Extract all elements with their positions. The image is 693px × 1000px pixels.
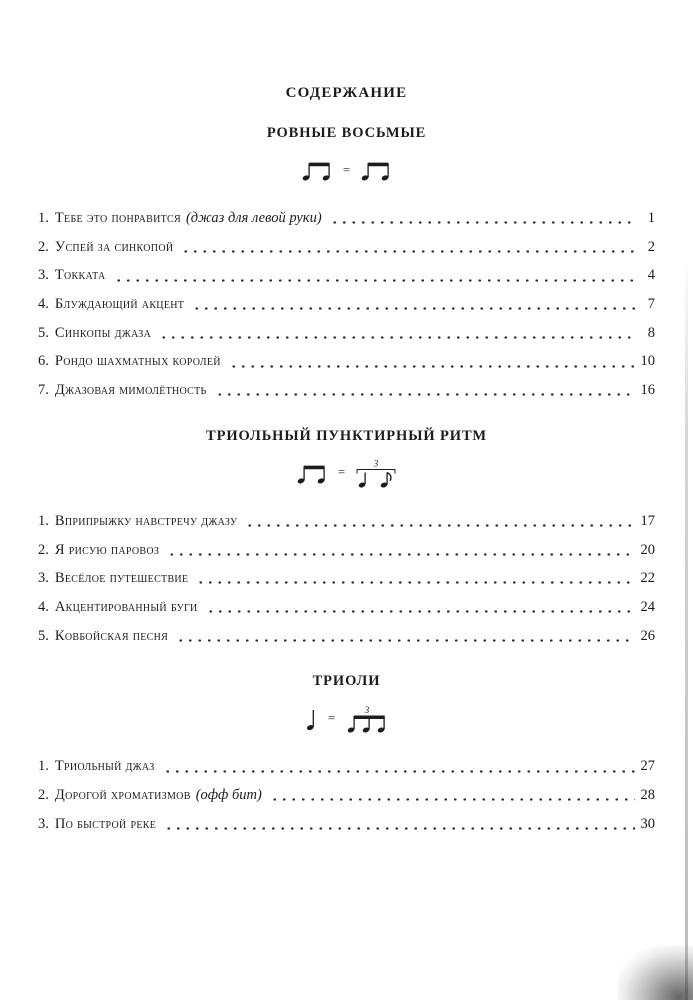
item-number: 3. <box>38 815 49 832</box>
item-title: Весёлое путешествие <box>54 570 189 587</box>
item-title: Я рисую паровоз <box>54 541 160 558</box>
dot-leader <box>162 752 635 781</box>
dot-leader <box>195 564 635 593</box>
page-number: 4 <box>647 267 655 284</box>
item-number: 3. <box>38 570 49 587</box>
item-title: По быстрой реке <box>54 815 157 832</box>
item-title: Ковбойская песня <box>54 627 169 644</box>
item-title: Блуждающий акцент <box>54 296 185 313</box>
item-title: Тебе это понравится <box>54 210 181 226</box>
dot-leader <box>180 233 635 262</box>
item-title: Джазовая мимолётность <box>54 382 207 399</box>
page-number: 2 <box>647 238 655 255</box>
toc-page <box>38 0 655 838</box>
page-number: 27 <box>640 758 655 775</box>
page-number: 8 <box>647 324 655 341</box>
item-title: Акцентированный буги <box>54 598 198 615</box>
toc-list <box>38 507 655 650</box>
item-number: 2. <box>38 238 49 255</box>
dot-leader <box>269 781 635 810</box>
rhythm-notation <box>38 457 655 491</box>
page-number: 24 <box>640 598 655 615</box>
page-number: 30 <box>640 815 655 832</box>
dot-leader <box>228 347 635 376</box>
section-title: ТРИОЛИ <box>312 673 381 690</box>
beamed-eighth-notes-icon <box>296 463 328 485</box>
item-number: 1. <box>38 210 49 226</box>
page-number: 16 <box>640 382 655 399</box>
toc-item <box>38 376 655 405</box>
item-number: 1. <box>38 512 49 529</box>
item-number: 2. <box>38 786 49 803</box>
page-title: СОДЕРЖАНИЕ <box>285 85 408 101</box>
toc-item <box>38 536 655 565</box>
item-title: Вприпрыжку навстречу джазу <box>54 512 238 529</box>
dot-leader <box>158 319 635 348</box>
toc-item <box>38 564 655 593</box>
toc-item <box>38 507 655 536</box>
beamed-eighth-notes-icon <box>301 160 333 182</box>
page-number: 20 <box>640 541 655 558</box>
item-subtitle: (джаз для левой руки) <box>185 210 322 226</box>
item-title: Триольный джаз <box>54 758 155 775</box>
toc-item <box>38 319 655 348</box>
item-number: 5. <box>38 324 49 341</box>
item-number: 5. <box>38 627 49 644</box>
triplet-number: 3 <box>373 458 379 469</box>
toc-list <box>38 752 655 838</box>
item-title: Токката <box>54 267 106 284</box>
rhythm-notation <box>38 702 655 736</box>
dot-leader <box>244 507 635 536</box>
dot-leader <box>175 622 635 651</box>
quarter-note-icon <box>306 707 318 732</box>
item-number: 1. <box>38 758 49 775</box>
item-title: Синкопы джаза <box>54 324 152 341</box>
item-number: 3. <box>38 267 49 284</box>
dot-leader <box>205 593 635 622</box>
toc-item <box>38 810 655 839</box>
item-subtitle: (офф бит) <box>195 786 262 803</box>
equals-sign: = <box>337 464 346 480</box>
toc-item <box>38 347 655 376</box>
beamed-eighth-notes-icon <box>360 160 392 182</box>
triplet-eighth-notes-icon <box>345 705 387 734</box>
item-number: 7. <box>38 382 49 399</box>
triplet-quarter-eighth-icon <box>355 458 397 489</box>
item-number: 2. <box>38 541 49 558</box>
item-title: Рондо шахматных королей <box>54 353 221 370</box>
toc-item <box>38 781 655 810</box>
dot-leader <box>113 261 635 290</box>
page-number: 26 <box>640 627 655 644</box>
dot-leader <box>214 376 635 405</box>
equals-sign: = <box>327 709 336 725</box>
toc-item <box>38 290 655 319</box>
section-triplet-dotted-rhythm <box>38 427 655 650</box>
page-number: 22 <box>640 570 655 587</box>
item-number: 4. <box>38 296 49 313</box>
section-even-eighths <box>38 124 655 405</box>
scan-corner-artifact <box>618 946 693 1000</box>
toc-item <box>38 261 655 290</box>
item-number: 4. <box>38 598 49 615</box>
triplet-number: 3 <box>364 704 370 715</box>
dot-leader <box>166 536 635 565</box>
equals-sign: = <box>342 161 351 177</box>
toc-item <box>38 593 655 622</box>
section-title: ТРИОЛЬНЫЙ ПУНКТИРНЫЙ РИТМ <box>206 427 487 444</box>
item-title: Дорогой хроматизмов <box>54 786 191 803</box>
item-number: 6. <box>38 353 49 370</box>
toc-item <box>38 233 655 262</box>
page-number: 1 <box>647 210 655 226</box>
page-number: 10 <box>640 353 655 370</box>
section-title: РОВНЫЕ ВОСЬМЫЕ <box>266 125 427 141</box>
toc-item <box>38 204 655 233</box>
scan-edge-artifact <box>685 255 688 1000</box>
page-number: 28 <box>640 786 655 803</box>
dot-leader <box>191 290 635 319</box>
page-number: 17 <box>640 512 655 529</box>
toc-item <box>38 752 655 781</box>
toc-list <box>38 204 655 405</box>
toc-item <box>38 622 655 651</box>
section-triplets <box>38 672 655 838</box>
page-number: 7 <box>647 296 655 313</box>
dot-leader <box>329 204 635 233</box>
item-title: Успей за синкопой <box>54 238 174 255</box>
rhythm-notation <box>38 154 655 188</box>
dot-leader <box>163 810 635 839</box>
